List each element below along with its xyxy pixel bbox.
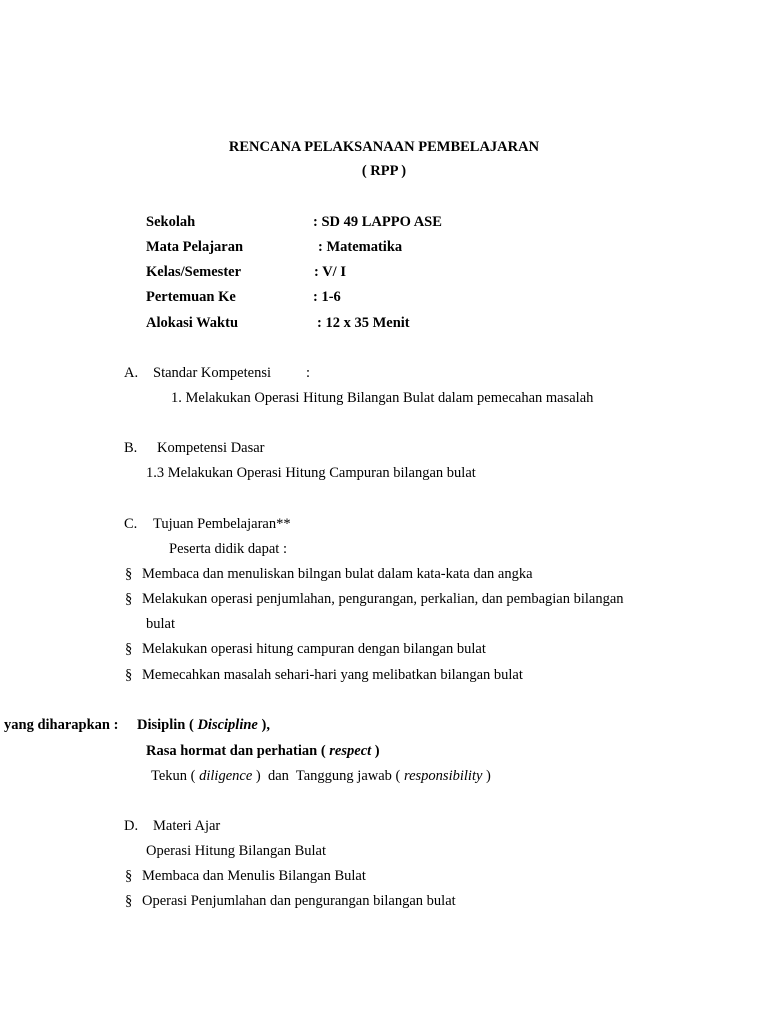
section-c-letter: C. (124, 516, 138, 532)
character-line-3-term: diligence (199, 768, 253, 784)
section-d-heading: Materi Ajar (153, 818, 221, 834)
character-line-3-suffix: ) (486, 768, 491, 784)
section-c-item: Melakukan operasi hitung campuran dengan bilangan bulat (142, 641, 486, 657)
section-d-bullet-icon: § (125, 868, 133, 884)
section-b-item: 1.3 Melakukan Operasi Hitung Campuran bilangan bulat (146, 465, 476, 481)
section-a-item: 1. Melakukan Operasi Hitung Bilangan Bulat dalam pemecahan masalah (171, 390, 594, 406)
character-line-2 (146, 742, 380, 760)
character-line-3-term-2: responsibility (404, 768, 483, 784)
identity-value-kelas-semester: : V/ I (314, 264, 346, 280)
section-c-bullet-icon: § (125, 641, 133, 657)
character-line-3-prefix: Tekun ( (151, 768, 196, 784)
section-c-bullet-icon: § (125, 667, 133, 683)
section-b-letter: B. (124, 440, 138, 456)
section-c-heading: Tujuan Pembelajaran** (153, 516, 291, 532)
document-subtitle: ( RPP ) (361, 163, 407, 179)
section-d-item: Membaca dan Menulis Bilangan Bulat (142, 868, 366, 884)
section-c-item: Memecahkan masalah sehari-hari yang melibatkan bilangan bulat (142, 667, 523, 683)
identity-label-mata-pelajaran: Mata Pelajaran (146, 239, 244, 255)
character-line-1-prefix: Disiplin ( (137, 717, 194, 733)
section-c-item: Membaca dan menuliskan bilngan bulat dalam kata-kata dan angka (142, 566, 533, 582)
character-label: yang diharapkan : (4, 717, 119, 733)
identity-value-sekolah: : SD 49 LAPPO ASE (313, 214, 442, 230)
identity-value-alokasi-waktu: : 12 x 35 Menit (317, 315, 410, 331)
section-d-item: Operasi Penjumlahan dan pengurangan bilangan bulat (142, 893, 456, 909)
section-c-item: Melakukan operasi penjumlahan, pengurangan, perkalian, dan pembagian bilangan (142, 591, 624, 607)
section-a-heading: Standar Kompetensi (153, 365, 271, 381)
identity-label-alokasi-waktu: Alokasi Waktu (146, 315, 239, 331)
section-d-letter: D. (124, 818, 139, 834)
section-c-bullet-icon: § (125, 566, 133, 582)
section-b-heading: Kompetensi Dasar (157, 440, 265, 456)
section-d-bullet-icon: § (125, 893, 133, 909)
identity-label-sekolah: Sekolah (146, 214, 196, 230)
section-d-intro: Operasi Hitung Bilangan Bulat (146, 843, 327, 859)
character-line-2-suffix: ) (374, 743, 380, 759)
section-a-letter: A. (124, 365, 139, 381)
identity-label-pertemuan: Pertemuan Ke (146, 289, 236, 305)
identity-label-kelas-semester: Kelas/Semester (146, 264, 242, 280)
character-line-1-term: Discipline (197, 717, 258, 733)
identity-value-mata-pelajaran: : Matematika (318, 239, 403, 255)
character-line-2-term: respect (329, 743, 372, 759)
identity-value-pertemuan: : 1-6 (313, 289, 341, 305)
character-line-2-prefix: Rasa hormat dan perhatian ( (146, 743, 326, 759)
section-c-bullet-icon: § (125, 591, 133, 607)
section-c-item-continuation: bulat (146, 616, 175, 632)
section-a-colon: : (306, 365, 311, 381)
section-c-intro: Peserta didik dapat : (169, 541, 287, 557)
character-line-3 (151, 767, 491, 785)
document-title: RENCANA PELAKSANAAN PEMBELAJARAN (228, 139, 540, 155)
character-line-1 (137, 716, 270, 734)
character-line-1-suffix: ), (261, 717, 270, 733)
character-line-3-middle: ) dan Tanggung jawab ( (255, 768, 401, 784)
